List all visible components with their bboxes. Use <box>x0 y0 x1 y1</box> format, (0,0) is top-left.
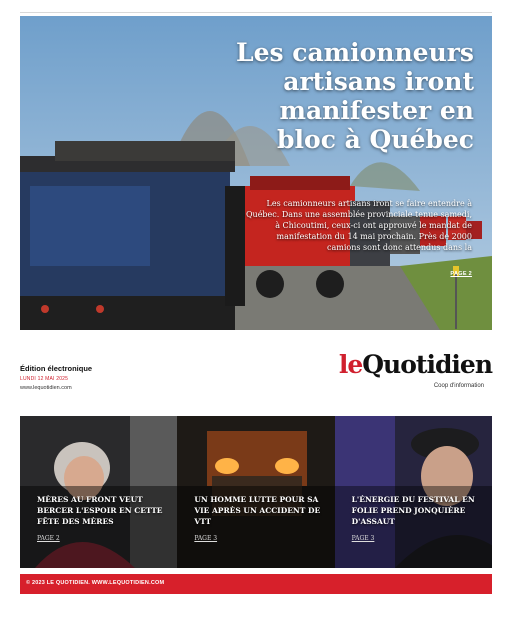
hero-page-link[interactable]: PAGE 2 <box>450 271 472 277</box>
card-page-link[interactable]: PAGE 2 <box>37 535 60 542</box>
edition-date: LUNDI 12 MAI 2025 <box>20 376 69 382</box>
story-cards <box>20 416 492 568</box>
site-url[interactable]: www.lequotidien.com <box>20 385 72 391</box>
logo-main: Quotidien <box>362 350 492 379</box>
hero-summary: Les camionneurs artisans iront se faire entendre à Québec. Dans une assemblée provinciale tenue samedi, à Chicoutimi, ceux-ci ont approuvé le mandat de manifestation du 14 mai prochain. Près de 2000 camions sont donc attendus dans la <box>245 199 472 252</box>
footer-copyright[interactable]: © 2023 LE QUOTIDIEN. WWW.LEQUOTIDIEN.COM <box>26 580 165 586</box>
footer-bar <box>20 574 492 594</box>
edition-info <box>20 364 92 391</box>
card-page-link[interactable]: PAGE 3 <box>351 535 375 542</box>
le-quotidien-logo <box>339 350 492 379</box>
card-headline[interactable]: UN HOMME LUTTE POUR SA VIE APRÈS UN ACCIDENT DE VTT <box>194 495 321 526</box>
story-card[interactable] <box>177 416 334 568</box>
edition-title: Édition électronique <box>20 364 93 373</box>
card-headline[interactable]: MÈRES AU FRONT VEUT BERCER L'ESPOIR EN CETTE FÊTE DES MÈRES <box>37 495 163 526</box>
hero-story[interactable] <box>20 16 492 330</box>
story-card[interactable] <box>335 416 492 568</box>
woman-portrait-photo <box>20 416 177 568</box>
story-card[interactable] <box>20 416 177 568</box>
atv-night-photo <box>177 416 334 568</box>
man-cap-portrait-photo <box>335 416 492 568</box>
logo-prefix: le <box>338 350 363 379</box>
logo-tagline: Coop d'information <box>433 383 484 389</box>
card-page-link[interactable]: PAGE 3 <box>194 535 218 542</box>
hero-headline[interactable]: Les camionneurs artisans iront manifester en bloc à Québec <box>236 38 474 154</box>
top-divider <box>20 12 492 13</box>
card-headline[interactable]: L'ÉNERGIE DU FESTIVAL EN FOLIE PREND JONQUIÈRE D'ASSAUT <box>351 495 475 526</box>
